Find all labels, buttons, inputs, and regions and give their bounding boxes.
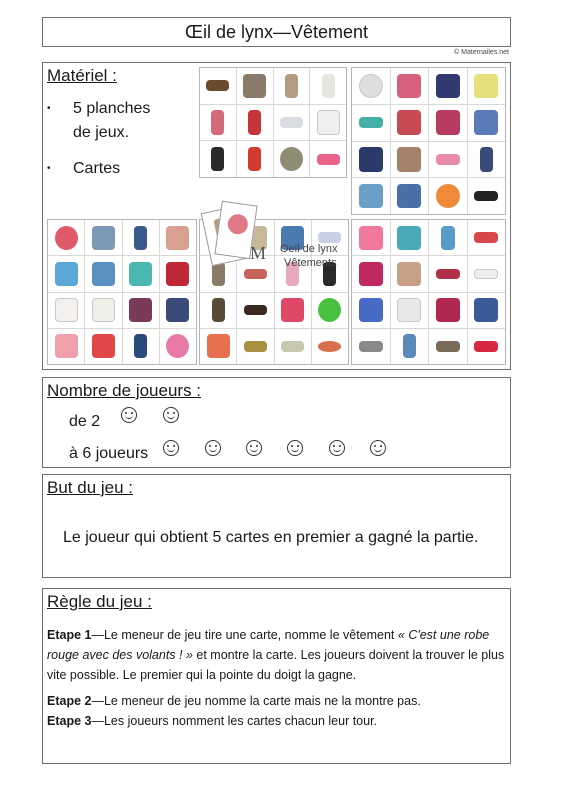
board-cell (85, 256, 121, 291)
materiel-section (42, 62, 511, 370)
overalls-icon (134, 226, 147, 250)
smiley-icon (163, 407, 179, 423)
board-cell (48, 256, 84, 291)
board-cell (391, 293, 429, 328)
joueurs-section (42, 377, 511, 468)
board-grid (352, 220, 505, 364)
sandals-icon (474, 341, 498, 352)
sweater-icon (436, 298, 460, 322)
board-cell (468, 256, 506, 291)
overalls-icon (441, 226, 455, 250)
shirt-icon (397, 298, 421, 322)
hoodie-icon (474, 110, 498, 134)
board-cell (274, 141, 310, 177)
board-cell (468, 68, 506, 104)
board-cell (48, 329, 84, 364)
step-2-label: Etape 2 (47, 694, 92, 708)
board-cell (352, 329, 390, 364)
shirt-icon (397, 110, 421, 134)
board-cell (237, 68, 273, 104)
umbrella-icon (55, 226, 78, 250)
step-1-text-a: —Le meneur de jeu tire une carte, nomme le vêtement (91, 628, 398, 642)
jeans-icon (480, 147, 494, 171)
sunglasses-icon (244, 305, 267, 316)
cap-icon (436, 184, 460, 208)
scarf-icon (281, 298, 304, 322)
sweater-icon (397, 74, 421, 98)
logo-mark: M (250, 243, 267, 263)
board-cell (310, 68, 346, 104)
joueurs-min-line (69, 413, 200, 431)
materiel-item-cards: • Cartes (73, 160, 121, 177)
sweater-icon (474, 298, 498, 322)
step-2 (47, 691, 507, 711)
board-cell (391, 256, 429, 291)
sneakers-icon (436, 269, 460, 280)
regle-heading: Règle du jeu : (47, 592, 152, 611)
board-grid (200, 68, 346, 177)
game-board-5 (351, 219, 506, 365)
board-cell (123, 220, 159, 255)
board-cell (310, 105, 346, 141)
card-title-line1: Oeil de lynx (280, 243, 338, 255)
board-cell (352, 142, 390, 178)
board-cell (200, 293, 236, 328)
sneakers-icon (474, 269, 498, 280)
dress-icon (322, 74, 335, 98)
board-cell (429, 293, 467, 328)
scarf-icon (207, 334, 230, 358)
step-1-quote: « C'est une robe rouge avec des volants ! » (47, 628, 490, 662)
list-item (47, 157, 150, 181)
smiley-icon (329, 440, 345, 456)
shoes-icon (436, 154, 460, 165)
materiel-item-boards-line2: de jeux. (73, 124, 130, 141)
joueurs-heading: Nombre de joueurs : (47, 381, 202, 400)
board-cell (429, 142, 467, 178)
board-cell (468, 293, 506, 328)
board-cell (237, 293, 273, 328)
joueurs-max: à 6 joueurs (69, 445, 149, 462)
outfit-icon (129, 298, 152, 322)
shirt-icon (359, 184, 383, 208)
board-cell (352, 256, 390, 291)
board-cell (160, 220, 196, 255)
board-cell (310, 141, 346, 177)
boots-icon (403, 334, 417, 358)
dress-icon (285, 74, 298, 98)
board-cell (352, 178, 390, 214)
shorts-icon (397, 226, 421, 250)
sweater-icon (92, 262, 115, 286)
sailor-top-icon (359, 147, 383, 171)
cap-icon (359, 74, 383, 98)
step-1-text-b: et montre la carte. Les joueurs doivent la trouver le plus vite possible. Le premier qui la pointe du doigt la gagne. (47, 648, 505, 682)
copyright-text: © Maternailes.net (454, 49, 509, 56)
board-cell (160, 329, 196, 364)
coat-icon (212, 298, 225, 322)
top-icon (474, 74, 498, 98)
board-cell (391, 178, 429, 214)
board-cell (429, 178, 467, 214)
materiel-heading: Matériel : (47, 66, 117, 85)
board-cell (352, 220, 390, 255)
board-cell (160, 256, 196, 291)
board-cell (200, 329, 236, 364)
card-illustration (206, 203, 351, 275)
dress-icon (248, 110, 261, 134)
materiel-list (47, 97, 150, 193)
game-board-3 (47, 219, 197, 365)
bathrobe-icon (317, 110, 340, 134)
board-cell (85, 220, 121, 255)
sunglasses-icon (474, 191, 498, 202)
board-cell (160, 293, 196, 328)
board-cell (275, 329, 311, 364)
umbrella-icon (318, 298, 341, 322)
smiley-icon (121, 407, 137, 423)
board-cell (200, 68, 236, 104)
smiley-icon (370, 440, 386, 456)
top-icon (436, 74, 460, 98)
sweater-icon (397, 262, 421, 286)
jacket-icon (397, 184, 421, 208)
step-1-label: Etape 1 (47, 628, 92, 642)
hat-icon (280, 147, 303, 171)
smiley-icon (163, 440, 179, 456)
page-title: Œil de lynx—Vêtement (184, 22, 369, 42)
shirt-icon (55, 334, 78, 358)
shoes-icon (474, 232, 498, 243)
board-cell (123, 256, 159, 291)
step-2-text: —Le meneur de jeu nomme la carte mais ne la montre pas. (91, 694, 421, 708)
card-title-line2: Vêtements (284, 257, 337, 269)
handbag-icon (243, 74, 266, 98)
board-cell (429, 256, 467, 291)
slippers-icon (280, 117, 303, 128)
board-grid (352, 68, 505, 214)
hat-icon (227, 213, 250, 236)
but-section (42, 474, 511, 578)
board-cell (391, 68, 429, 104)
but-heading: But du jeu : (47, 478, 134, 497)
balls-icon (318, 341, 341, 352)
smiley-icon (205, 440, 221, 456)
board-cell (352, 68, 390, 104)
board-cell (123, 293, 159, 328)
game-board-1 (199, 67, 347, 178)
title-box (42, 17, 511, 47)
joueurs-max-line (69, 445, 407, 463)
board-cell (48, 293, 84, 328)
top-icon (359, 226, 383, 250)
board-cell (48, 220, 84, 255)
board-cell (352, 293, 390, 328)
board-cell (429, 68, 467, 104)
hat-icon (166, 334, 189, 358)
shorts-icon (92, 226, 115, 250)
sweater-icon (55, 262, 78, 286)
necklace-icon (244, 341, 267, 352)
jeans-icon (134, 334, 147, 358)
necklace-icon (281, 341, 304, 352)
regle-section (42, 588, 511, 764)
board-cell (274, 105, 310, 141)
board-cell (468, 220, 506, 255)
board-cell (391, 142, 429, 178)
board-cell (275, 293, 311, 328)
sweater-icon (92, 298, 115, 322)
sneakers-icon (359, 341, 383, 352)
board-cell (274, 68, 310, 104)
smiley-icon (287, 440, 303, 456)
board-cell (391, 329, 429, 364)
tshirt-icon (55, 298, 78, 322)
board-cell (391, 105, 429, 141)
but-text: Le joueur qui obtient 5 cartes en premier a gagné la partie. (63, 529, 479, 546)
dress-icon (211, 110, 224, 134)
board-cell (312, 293, 348, 328)
smiley-icon (246, 440, 262, 456)
board-cell (237, 105, 273, 141)
skirt-icon (436, 110, 460, 134)
board-cell (85, 329, 121, 364)
board-cell (429, 105, 467, 141)
step-3-text: —Les joueurs nomment les cartes chacun leur tour. (91, 714, 378, 728)
materiel-item-boards-line1: • 5 planches (73, 100, 151, 117)
board-cell (85, 293, 121, 328)
board-cell (468, 142, 506, 178)
step-1 (47, 625, 507, 685)
list-item (47, 97, 150, 145)
bikini-icon (359, 117, 383, 128)
regle-steps (47, 625, 507, 737)
slippers-icon (317, 154, 340, 165)
board-cell (200, 105, 236, 141)
board-cell (200, 141, 236, 177)
tshirt-icon (129, 262, 152, 286)
game-board-2 (351, 67, 506, 215)
step-3 (47, 711, 507, 731)
board-cell (123, 329, 159, 364)
boots-icon (211, 147, 224, 171)
tshirt-icon (92, 334, 115, 358)
jacket-icon (166, 262, 189, 286)
step-3-label: Etape 3 (47, 714, 92, 728)
belt-icon (206, 80, 229, 91)
sweater-icon (166, 226, 189, 250)
board-cell (468, 178, 506, 214)
jacket-icon (166, 298, 189, 322)
board-cell (391, 220, 429, 255)
board-cell (237, 329, 273, 364)
board-cell (237, 141, 273, 177)
swimsuit-icon (359, 298, 383, 322)
board-cell (468, 105, 506, 141)
joueurs-min: de 2 (69, 413, 101, 430)
board-grid (48, 220, 196, 364)
board-cell (312, 329, 348, 364)
sweater-icon (397, 147, 421, 171)
board-cell (429, 329, 467, 364)
outfit-icon (359, 262, 383, 286)
board-cell (468, 329, 506, 364)
board-cell (352, 105, 390, 141)
rain-boots-icon (248, 147, 261, 171)
sandals-icon (436, 341, 460, 352)
board-cell (429, 220, 467, 255)
